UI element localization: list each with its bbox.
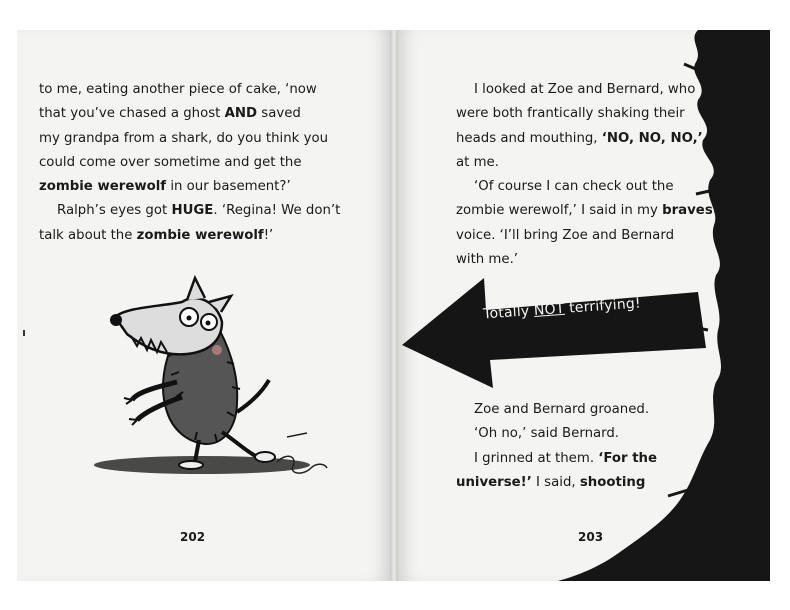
bold-text: bravest	[662, 203, 720, 219]
text-run: ‘Oh no,’ said Bernard.	[474, 426, 620, 442]
text-line	[39, 199, 340, 223]
margin-mark	[23, 330, 25, 336]
right-page-text-bottom	[456, 398, 657, 495]
bold-text: HUGE	[171, 203, 214, 219]
arrow-label-before: Totally	[482, 302, 535, 323]
text-line	[456, 447, 657, 471]
open-book	[17, 30, 770, 581]
text-run: at me.	[456, 154, 499, 170]
text-run: were both frantically shaking their	[456, 106, 685, 122]
text-run: I looked at Zoe and Bernard, who	[474, 82, 696, 97]
text-run: ‘Of course I can check out the	[474, 179, 674, 195]
text-line	[39, 78, 340, 102]
text-run: heads and mouthing,	[456, 130, 602, 146]
text-run: saved	[257, 106, 301, 122]
right-page	[398, 30, 770, 581]
right-page-text-top	[456, 78, 719, 272]
text-run: Ralph’s eyes got	[57, 203, 172, 219]
arrow-label-not: NOT	[533, 300, 566, 319]
bold-text: shooting	[579, 474, 646, 490]
text-line	[456, 199, 719, 223]
text-run: talk about the	[39, 227, 137, 243]
text-run: could come over sometime and get the	[39, 154, 302, 170]
text-run: zombie werewolf,’ I said in my	[456, 203, 663, 219]
bold-text: zombie werewolf	[136, 227, 264, 243]
arrow-label-after: terrifying!	[564, 295, 642, 317]
text-line	[39, 151, 340, 175]
left-page-text	[39, 78, 340, 248]
page-number-right: 203	[578, 530, 604, 544]
left-page	[17, 30, 390, 581]
text-run: my grandpa from a shark, do you think you	[39, 130, 329, 146]
bold-text: zombie werewolf	[39, 179, 167, 195]
text-run: to me, eating another piece of cake, ‘now	[39, 82, 317, 97]
text-run: I grinned at them.	[474, 450, 599, 466]
text-line	[39, 127, 340, 151]
text-run: I said,	[531, 474, 580, 490]
text-line	[456, 398, 657, 422]
text-run: voice. ‘I’ll bring Zoe and Bernard	[456, 227, 675, 243]
text-line	[456, 175, 719, 199]
text-run: !’	[263, 227, 274, 243]
text-run: Zoe and Bernard groaned.	[474, 402, 650, 417]
wolf-tail	[237, 380, 269, 412]
text-line	[39, 224, 340, 248]
text-line	[456, 102, 719, 126]
black-arrow-shape	[398, 260, 728, 390]
text-run: in our basement?’	[166, 179, 291, 195]
bold-text: ‘For the	[598, 450, 658, 466]
text-run: with me.’	[456, 252, 519, 268]
bold-text: AND	[224, 106, 258, 122]
book-gutter	[390, 30, 398, 581]
bold-text: ‘NO, NO, NO,’	[601, 130, 703, 146]
text-line	[456, 78, 719, 102]
zombie-werewolf-illustration	[87, 262, 347, 492]
page-number-left: 202	[180, 530, 206, 544]
text-line	[456, 422, 657, 446]
text-run: . ‘Regina! We don’t	[213, 203, 341, 219]
bold-text: universe!’	[456, 474, 532, 490]
text-line	[456, 224, 719, 248]
text-run: that you’ve chased a ghost	[39, 106, 225, 122]
text-line	[39, 102, 340, 126]
text-line	[456, 151, 719, 175]
text-line	[456, 127, 719, 151]
text-line	[39, 175, 340, 199]
text-line	[456, 471, 657, 495]
arrow-sign	[398, 260, 728, 390]
